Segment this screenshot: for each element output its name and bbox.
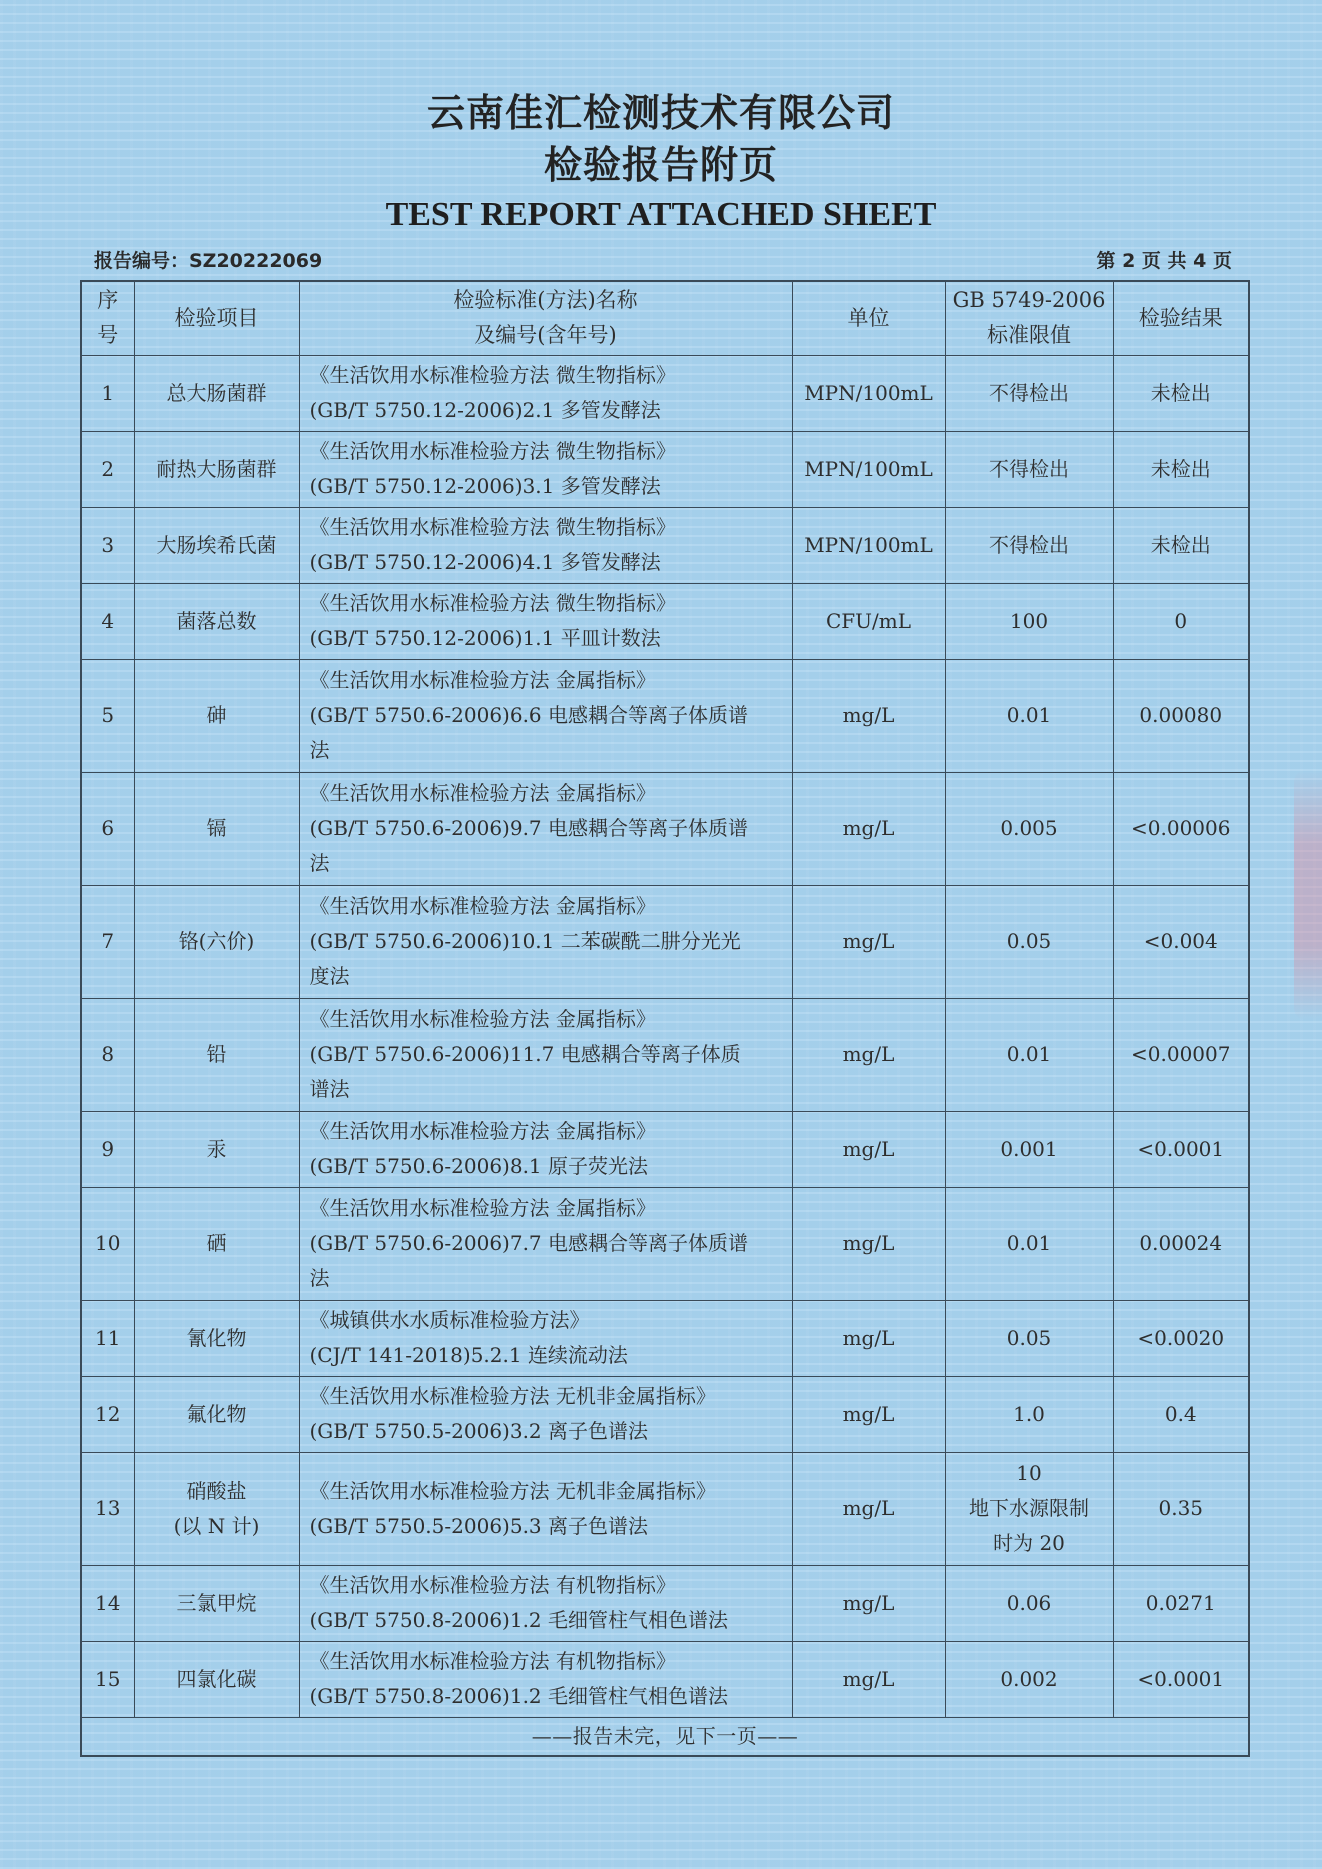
cell-limit: 0.005	[945, 772, 1113, 885]
cell-limit: 0.01	[945, 998, 1113, 1111]
page-indicator: 第 2 页 共 4 页	[1096, 250, 1232, 272]
cell-no: 12	[81, 1376, 134, 1452]
cell-limit: 1.0	[945, 1376, 1113, 1452]
cell-method: 《生活饮用水标准检验方法 微生物指标》 (GB/T 5750.12-2006)3.1 多管发酵法	[299, 431, 792, 507]
cell-no: 13	[81, 1452, 134, 1565]
cell-unit: mg/L	[792, 659, 945, 772]
cell-unit: mg/L	[792, 772, 945, 885]
cell-limit: 不得检出	[945, 355, 1113, 431]
cell-result: <0.00007	[1113, 998, 1249, 1111]
cell-limit: 0.002	[945, 1641, 1113, 1717]
table-row	[81, 772, 1249, 885]
table-header-row	[81, 281, 1249, 355]
cell-result: 0.00080	[1113, 659, 1249, 772]
cell-unit: MPN/100mL	[792, 355, 945, 431]
cell-method: 《生活饮用水标准检验方法 无机非金属指标》 (GB/T 5750.5-2006)5.3 离子色谱法	[299, 1452, 792, 1565]
table-body	[81, 355, 1249, 1717]
col-header-unit: 单位	[792, 281, 945, 355]
cell-item: 总大肠菌群	[134, 355, 299, 431]
cell-method: 《生活饮用水标准检验方法 无机非金属指标》 (GB/T 5750.5-2006)3.2 离子色谱法	[299, 1376, 792, 1452]
report-number: 报告编号：SZ20222069	[94, 250, 323, 272]
cell-unit: MPN/100mL	[792, 507, 945, 583]
table-row	[81, 1376, 1249, 1452]
cell-item: 氟化物	[134, 1376, 299, 1452]
cell-method: 《生活饮用水标准检验方法 有机物指标》 (GB/T 5750.8-2006)1.2 毛细管柱气相色谱法	[299, 1565, 792, 1641]
cell-method: 《生活饮用水标准检验方法 金属指标》 (GB/T 5750.6-2006)8.1 原子荧光法	[299, 1111, 792, 1187]
cell-item: 铅	[134, 998, 299, 1111]
cell-result: <0.004	[1113, 885, 1249, 998]
cell-item: 四氯化碳	[134, 1641, 299, 1717]
cell-no: 2	[81, 431, 134, 507]
table-footer-row	[81, 1717, 1249, 1756]
cell-method: 《城镇供水水质标准检验方法》 (CJ/T 141-2018)5.2.1 连续流动法	[299, 1300, 792, 1376]
cell-unit: MPN/100mL	[792, 431, 945, 507]
cell-result: 0.4	[1113, 1376, 1249, 1452]
cell-no: 3	[81, 507, 134, 583]
cell-no: 1	[81, 355, 134, 431]
table-row	[81, 355, 1249, 431]
cell-item: 硝酸盐 (以 N 计)	[134, 1452, 299, 1565]
cell-unit: mg/L	[792, 1376, 945, 1452]
cell-no: 7	[81, 885, 134, 998]
cell-method: 《生活饮用水标准检验方法 有机物指标》 (GB/T 5750.8-2006)1.2 毛细管柱气相色谱法	[299, 1641, 792, 1717]
cell-unit: CFU/mL	[792, 583, 945, 659]
cell-item: 镉	[134, 772, 299, 885]
cell-result: 未检出	[1113, 507, 1249, 583]
cell-no: 4	[81, 583, 134, 659]
col-header-result: 检验结果	[1113, 281, 1249, 355]
cell-no: 8	[81, 998, 134, 1111]
report-title-en: TEST REPORT ATTACHED SHEET	[385, 196, 937, 233]
cell-limit: 不得检出	[945, 431, 1113, 507]
col-header-limit: GB 5749-2006 标准限值	[945, 281, 1113, 355]
cell-result: <0.0020	[1113, 1300, 1249, 1376]
cell-item: 硒	[134, 1187, 299, 1300]
report-subtitle: 检验报告附页	[543, 143, 778, 187]
test-results-table	[80, 280, 1250, 1757]
cell-method: 《生活饮用水标准检验方法 金属指标》 (GB/T 5750.6-2006)7.7 电感耦合等离子体质谱 法	[299, 1187, 792, 1300]
cell-no: 5	[81, 659, 134, 772]
cell-limit: 100	[945, 583, 1113, 659]
cell-no: 9	[81, 1111, 134, 1187]
cell-limit: 不得检出	[945, 507, 1113, 583]
table-row	[81, 1111, 1249, 1187]
cell-item: 菌落总数	[134, 583, 299, 659]
cell-method: 《生活饮用水标准检验方法 金属指标》 (GB/T 5750.6-2006)6.6 电感耦合等离子体质谱 法	[299, 659, 792, 772]
cell-result: 0.00024	[1113, 1187, 1249, 1300]
seal-stamp	[1294, 770, 1322, 1020]
cell-item: 大肠埃希氏菌	[134, 507, 299, 583]
cell-item: 铬(六价)	[134, 885, 299, 998]
table-row	[81, 1452, 1249, 1565]
cell-result: <0.0001	[1113, 1641, 1249, 1717]
cell-unit: mg/L	[792, 885, 945, 998]
cell-limit: 0.01	[945, 1187, 1113, 1300]
col-header-method: 检验标准(方法)名称 及编号(含年号)	[299, 281, 792, 355]
cell-method: 《生活饮用水标准检验方法 微生物指标》 (GB/T 5750.12-2006)4.1 多管发酵法	[299, 507, 792, 583]
cell-method: 《生活饮用水标准检验方法 金属指标》 (GB/T 5750.6-2006)9.7 电感耦合等离子体质谱 法	[299, 772, 792, 885]
table-row	[81, 659, 1249, 772]
cell-limit: 0.001	[945, 1111, 1113, 1187]
cell-item: 氰化物	[134, 1300, 299, 1376]
cell-result: <0.00006	[1113, 772, 1249, 885]
col-header-no: 序 号	[81, 281, 134, 355]
cell-method: 《生活饮用水标准检验方法 金属指标》 (GB/T 5750.6-2006)11.7 电感耦合等离子体质 谱法	[299, 998, 792, 1111]
col-header-item: 检验项目	[134, 281, 299, 355]
table-row	[81, 1300, 1249, 1376]
table-row	[81, 507, 1249, 583]
cell-method: 《生活饮用水标准检验方法 微生物指标》 (GB/T 5750.12-2006)1.1 平皿计数法	[299, 583, 792, 659]
cell-result: 0.35	[1113, 1452, 1249, 1565]
table-row	[81, 998, 1249, 1111]
cell-limit: 0.06	[945, 1565, 1113, 1641]
cell-result: 0	[1113, 583, 1249, 659]
cell-unit: mg/L	[792, 1300, 945, 1376]
table-row	[81, 431, 1249, 507]
cell-result: 0.0271	[1113, 1565, 1249, 1641]
cell-unit: mg/L	[792, 1111, 945, 1187]
cell-no: 10	[81, 1187, 134, 1300]
table-row	[81, 885, 1249, 998]
table-row	[81, 1187, 1249, 1300]
cell-unit: mg/L	[792, 998, 945, 1111]
cell-unit: mg/L	[792, 1452, 945, 1565]
cell-limit: 0.05	[945, 885, 1113, 998]
table-row	[81, 1565, 1249, 1641]
cell-item: 砷	[134, 659, 299, 772]
cell-result: <0.0001	[1113, 1111, 1249, 1187]
cell-item: 耐热大肠菌群	[134, 431, 299, 507]
table-row	[81, 583, 1249, 659]
cell-result: 未检出	[1113, 355, 1249, 431]
cell-method: 《生活饮用水标准检验方法 微生物指标》 (GB/T 5750.12-2006)2.1 多管发酵法	[299, 355, 792, 431]
cell-unit: mg/L	[792, 1187, 945, 1300]
cell-method: 《生活饮用水标准检验方法 金属指标》 (GB/T 5750.6-2006)10.1 二苯碳酰二肼分光光 度法	[299, 885, 792, 998]
cell-limit: 10 地下水源限制 时为 20	[945, 1452, 1113, 1565]
cell-item: 三氯甲烷	[134, 1565, 299, 1641]
cell-no: 6	[81, 772, 134, 885]
cell-no: 14	[81, 1565, 134, 1641]
table-row	[81, 1641, 1249, 1717]
cell-limit: 0.01	[945, 659, 1113, 772]
cell-no: 11	[81, 1300, 134, 1376]
cell-item: 汞	[134, 1111, 299, 1187]
cell-unit: mg/L	[792, 1641, 945, 1717]
continuation-note: ——报告未完，见下一页——	[81, 1717, 1249, 1756]
cell-unit: mg/L	[792, 1565, 945, 1641]
company-name: 云南佳汇检测技术有限公司	[426, 91, 895, 135]
cell-no: 15	[81, 1641, 134, 1717]
cell-result: 未检出	[1113, 431, 1249, 507]
cell-limit: 0.05	[945, 1300, 1113, 1376]
